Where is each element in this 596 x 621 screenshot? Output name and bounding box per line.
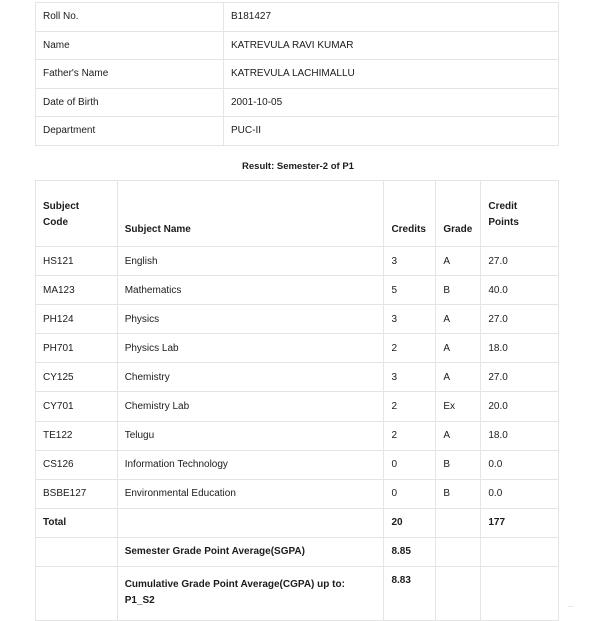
cell-name: Physics Lab (117, 334, 384, 363)
info-row-name (36, 31, 559, 60)
total-points: 177 (481, 508, 559, 537)
results-body (36, 247, 559, 509)
table-row (36, 334, 559, 363)
header-code-line2: Code (43, 216, 68, 228)
cgpa-value: 8.83 (384, 566, 436, 620)
cell-credits: 2 (384, 334, 436, 363)
cell-credits: 0 (384, 479, 436, 508)
corner-mark: ··· (568, 604, 574, 610)
cell-name: Chemistry (117, 363, 384, 392)
cgpa-empty-points (481, 566, 559, 620)
cell-points: 27.0 (481, 247, 559, 276)
cgpa-empty-code (36, 566, 118, 620)
cgpa-label-line2: P1_S2 (124, 595, 155, 607)
sgpa-empty-grade (436, 537, 481, 566)
cell-grade: A (436, 247, 481, 276)
cell-code: CY125 (36, 363, 118, 392)
header-subject-name: Subject Name (117, 181, 384, 247)
table-row (36, 392, 559, 421)
cell-code: PH701 (36, 334, 118, 363)
info-row-dob (36, 88, 559, 117)
total-label: Total (36, 508, 118, 537)
total-empty-name (117, 508, 384, 537)
cell-name: Chemistry Lab (117, 392, 384, 421)
cell-name: Physics (117, 305, 384, 334)
cell-code: HS121 (36, 247, 118, 276)
name-value: KATREVULA RAVI KUMAR (224, 31, 559, 60)
cell-name: Telugu (117, 421, 384, 450)
dept-value: PUC-II (224, 117, 559, 146)
table-row (36, 276, 559, 305)
results-header-row (36, 181, 559, 247)
cell-grade: A (436, 363, 481, 392)
cell-points: 20.0 (481, 392, 559, 421)
cell-name: Environmental Education (117, 479, 384, 508)
cell-points: 18.0 (481, 421, 559, 450)
total-empty-grade (436, 508, 481, 537)
header-points-line2: Points (488, 216, 519, 228)
cgpa-row (36, 566, 559, 620)
cell-name: Mathematics (117, 276, 384, 305)
cell-credits: 3 (384, 363, 436, 392)
cell-code: CS126 (36, 450, 118, 479)
cgpa-empty-grade (436, 566, 481, 620)
results-table (35, 180, 559, 621)
cell-code: TE122 (36, 421, 118, 450)
name-label: Name (36, 31, 224, 60)
sgpa-value: 8.85 (384, 537, 436, 566)
header-grade: Grade (436, 181, 481, 247)
roll-value: B181427 (224, 3, 559, 32)
cell-grade: A (436, 421, 481, 450)
cell-credits: 5 (384, 276, 436, 305)
cell-grade: A (436, 334, 481, 363)
table-row (36, 479, 559, 508)
sgpa-row (36, 537, 559, 566)
header-subject-code (36, 181, 118, 247)
cell-points: 27.0 (481, 363, 559, 392)
cell-grade: B (436, 450, 481, 479)
cell-points: 40.0 (481, 276, 559, 305)
cell-points: 18.0 (481, 334, 559, 363)
cgpa-label-line1: Cumulative Grade Point Average(CGPA) up to: (124, 579, 345, 591)
header-code-line1: Subject (43, 200, 80, 212)
info-row-roll (36, 3, 559, 32)
table-row (36, 305, 559, 334)
dept-label: Department (36, 117, 224, 146)
header-credits: Credits (384, 181, 436, 247)
cell-grade: B (436, 276, 481, 305)
header-credit-points (481, 181, 559, 247)
table-row (36, 247, 559, 276)
cell-code: PH124 (36, 305, 118, 334)
cell-credits: 2 (384, 392, 436, 421)
dob-label: Date of Birth (36, 88, 224, 117)
header-points-line1: Credit (488, 200, 518, 212)
info-row-dept (36, 117, 559, 146)
cell-name: English (117, 247, 384, 276)
cell-code: MA123 (36, 276, 118, 305)
father-label: Father's Name (36, 60, 224, 89)
total-row (36, 508, 559, 537)
cell-code: CY701 (36, 392, 118, 421)
cgpa-label (117, 566, 384, 620)
student-info-table (35, 2, 559, 146)
cell-credits: 2 (384, 421, 436, 450)
father-value: KATREVULA LACHIMALLU (224, 60, 559, 89)
table-row (36, 421, 559, 450)
cell-points: 0.0 (481, 450, 559, 479)
sgpa-empty-code (36, 537, 118, 566)
info-row-father (36, 60, 559, 89)
cell-grade: A (436, 305, 481, 334)
cell-points: 0.0 (481, 479, 559, 508)
cell-points: 27.0 (481, 305, 559, 334)
sgpa-empty-points (481, 537, 559, 566)
cell-grade: Ex (436, 392, 481, 421)
cell-grade: B (436, 479, 481, 508)
table-row (36, 450, 559, 479)
cell-credits: 0 (384, 450, 436, 479)
roll-label: Roll No. (36, 3, 224, 32)
cell-credits: 3 (384, 305, 436, 334)
cell-credits: 3 (384, 247, 436, 276)
dob-value: 2001-10-05 (224, 88, 559, 117)
total-credits: 20 (384, 508, 436, 537)
table-row (36, 363, 559, 392)
result-title: Result: Semester-2 of P1 (242, 161, 354, 172)
cell-code: BSBE127 (36, 479, 118, 508)
sgpa-label: Semester Grade Point Average(SGPA) (117, 537, 384, 566)
cell-name: Information Technology (117, 450, 384, 479)
